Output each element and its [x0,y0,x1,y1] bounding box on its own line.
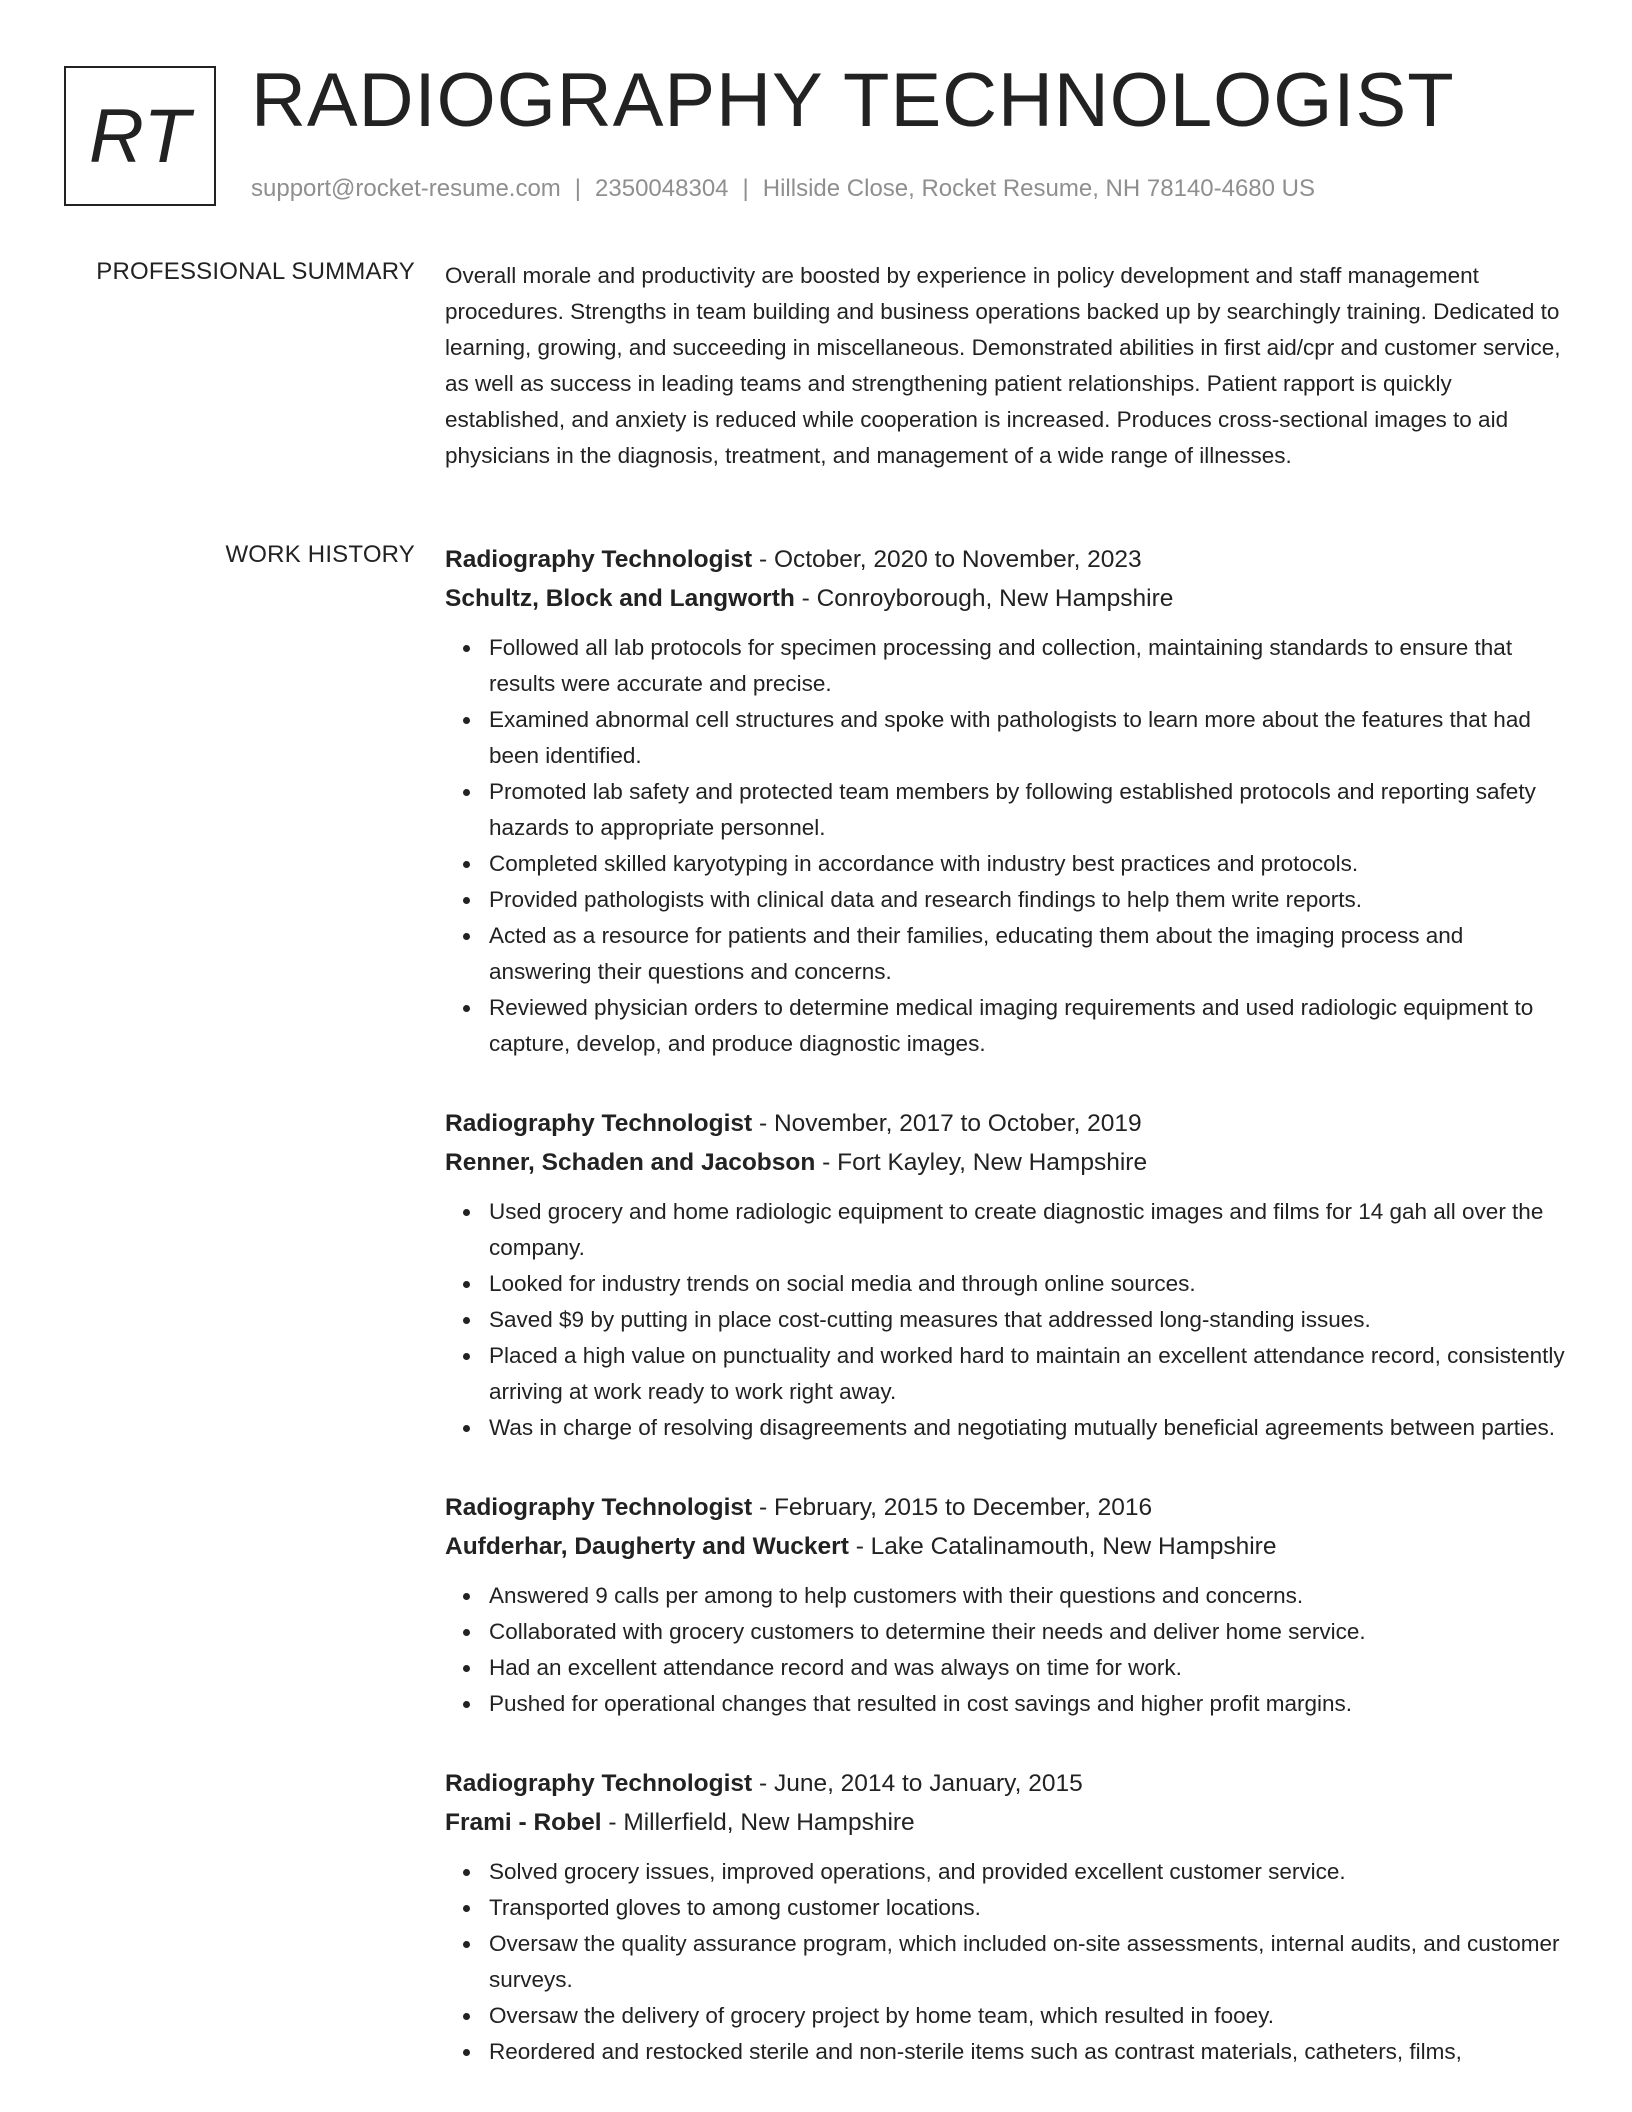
job-title: Radiography Technologist [445,1110,753,1137]
contact-line [251,174,1315,204]
summary-section-label: PROFESSIONAL SUMMARY [96,258,415,285]
job-dates: - October, 2020 to November, 2023 [752,546,1142,573]
job-bullet: Placed a high value on punctuality and worked hard to maintain an excellent attendance record, consistently arriving at work ready to work right away. [489,1338,1570,1410]
job-bullet: Reordered and restocked sterile and non-sterile items such as contrast materials, catheters, films, [489,2034,1570,2070]
job-title: Radiography Technologist [445,1770,753,1797]
contact-separator: | [574,175,582,202]
job-bullet: Acted as a resource for patients and their families, educating them about the imaging process and answering their questions and concerns. [489,918,1570,990]
summary-text: Overall morale and productivity are boosted by experience in policy development and staff management procedures. Strengths in team building and business operations backed up by searchingly training. Dedicated to learning, growing, and succeeding in miscellaneous. Demonstrated abilities in first aid/cpr and customer service, as well as success in leading teams and strengthening patient relationships. Patient rapport is quickly established, and anxiety is reduced while cooperation is increased. Produces cross-sectional images to aid physicians in the diagnosis, treatment, and management of a wide range of illnesses. [445,263,1561,468]
job-company-line [445,1527,1570,1566]
monogram-badge: RT [64,66,216,206]
job-entry [445,540,1570,1062]
job-entry [445,1764,1570,2070]
job-bullet: Oversaw the delivery of grocery project by home team, which resulted in fooey. [489,1998,1570,2034]
job-dates: - June, 2014 to January, 2015 [752,1770,1083,1797]
job-company: Renner, Schaden and Jacobson [445,1149,816,1176]
job-bullet: Examined abnormal cell structures and spoke with pathologists to learn more about the features that had been identified. [489,702,1570,774]
job-location: - Lake Catalinamouth, New Hampshire [848,1533,1277,1560]
job-bullet: Followed all lab protocols for specimen processing and collection, maintaining standards to ensure that results were accurate and precise. [489,630,1570,702]
job-bullet: Oversaw the quality assurance program, which included on-site assessments, internal audits, and customer surveys. [489,1926,1570,1998]
job-bullet: Completed skilled karyotyping in accordance with industry best practices and protocols. [489,846,1570,882]
contact-separator: | [742,175,749,202]
contact-phone: 2350048304 [595,175,729,202]
job-company-line [445,1803,1570,1842]
job-entry [445,1104,1570,1446]
job-bullet: Used grocery and home radiologic equipment to create diagnostic images and films for 14 gah all over the company. [489,1194,1570,1266]
job-dates: - February, 2015 to December, 2016 [752,1494,1153,1521]
job-title-line [445,1764,1570,1803]
job-title-line [445,1488,1570,1527]
job-dates: - November, 2017 to October, 2019 [752,1110,1142,1137]
job-company: Aufderhar, Daugherty and Wuckert [445,1533,849,1560]
job-bullet: Was in charge of resolving disagreements and negotiating mutually beneficial agreements between parties. [489,1410,1570,1446]
job-bullet-list [445,1194,1570,1446]
job-bullet: Transported gloves to among customer locations. [489,1890,1570,1926]
job-bullet: Pushed for operational changes that resulted in cost savings and higher profit margins. [489,1686,1570,1722]
job-location: - Fort Kayley, New Hampshire [815,1149,1148,1176]
job-title-line [445,1104,1570,1143]
job-bullet-list [445,1854,1570,2070]
job-bullet: Provided pathologists with clinical data and research findings to help them write reports. [489,882,1570,918]
job-company: Frami - Robel [445,1809,602,1836]
job-bullet: Saved $9 by putting in place cost-cutting measures that addressed long-standing issues. [489,1302,1570,1338]
job-bullet: Collaborated with grocery customers to determine their needs and deliver home service. [489,1614,1570,1650]
job-title: Radiography Technologist [445,1494,753,1521]
job-bullet: Reviewed physician orders to determine medical imaging requirements and used radiologic equipment to capture, develop, and produce diagnostic images. [489,990,1570,1062]
contact-address: Hillside Close, Rocket Resume, NH 78140-4680 US [762,175,1315,202]
job-company: Schultz, Block and Langworth [445,585,795,612]
job-bullet-list [445,630,1570,1062]
job-bullet: Had an excellent attendance record and was always on time for work. [489,1650,1570,1686]
resume-title: RADIOGRAPHY TECHNOLOGIST [251,58,1455,143]
job-bullet: Solved grocery issues, improved operations, and provided excellent customer service. [489,1854,1570,1890]
work-history [445,540,1570,2112]
job-company-line [445,1143,1570,1182]
job-title-line [445,540,1570,579]
job-bullet: Answered 9 calls per among to help customers with their questions and concerns. [489,1578,1570,1614]
job-company-line [445,579,1570,618]
job-location: - Conroyborough, New Hampshire [794,585,1174,612]
job-location: - Millerfield, New Hampshire [601,1809,915,1836]
job-title: Radiography Technologist [445,546,753,573]
work-section-label: WORK HISTORY [225,541,415,568]
job-entry [445,1488,1570,1722]
job-bullet-list [445,1578,1570,1722]
contact-email: support@rocket-resume.com [251,175,561,202]
job-bullet: Promoted lab safety and protected team members by following established protocols and reporting safety hazards to appropriate personnel. [489,774,1570,846]
job-bullet: Looked for industry trends on social media and through online sources. [489,1266,1570,1302]
